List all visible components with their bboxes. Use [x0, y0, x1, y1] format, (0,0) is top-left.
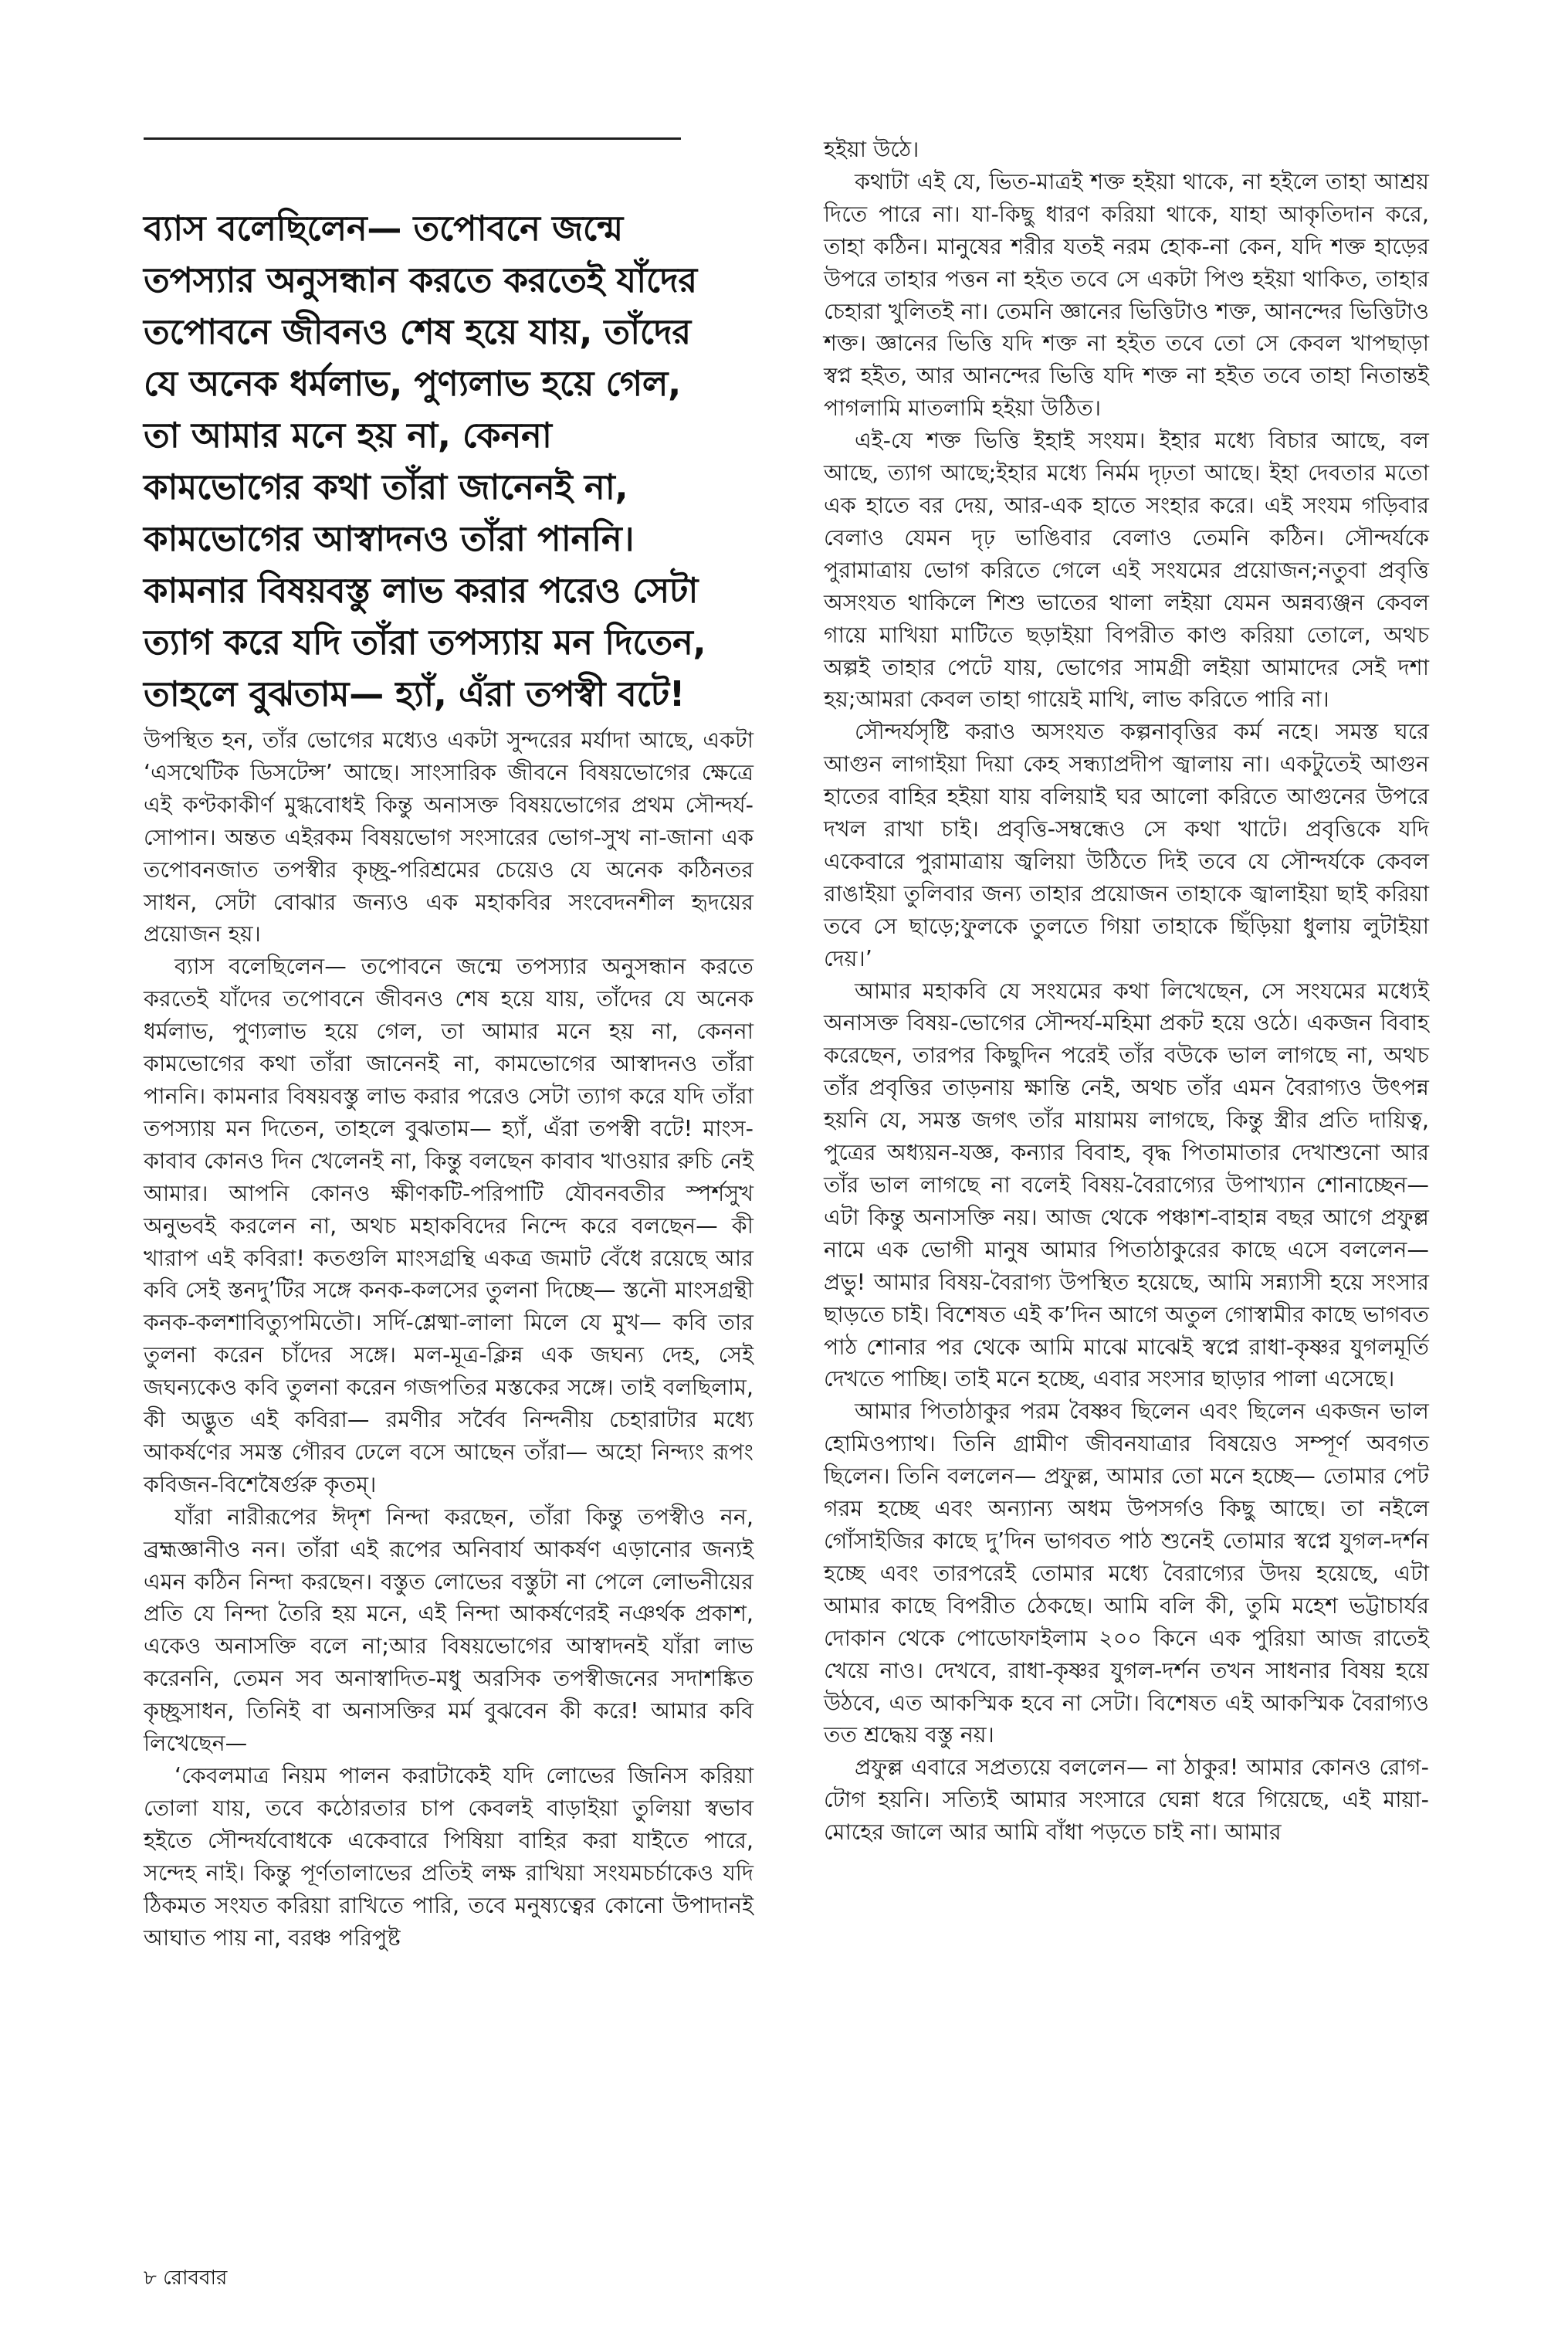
- paragraph: আমার পিতাঠাকুর পরম বৈষ্ণব ছিলেন এবং ছিলেন একজন ভাল হোমিওপ্যাথ। তিনি গ্রামীণ জীবনযাত্রার বিষয়েও সম্পূর্ণ অবগত ছিলেন। তিনি বললেন— প্রফুল্ল, আমার তো মনে হচ্ছে— তোমার পেট গরম হচ্ছে এবং অন্যান্য অধম উপসর্গও কিছু আছে। তা নইলে গোঁসাইজির কাছে দু’দিন ভাগবত পাঠ শুনেই তোমার স্বপ্নে যুগল-দর্শন হচ্ছে এবং তারপরেই তোমার মধ্যে বৈরাগ্যের উদয় হয়েছে, এটা আমার কাছে বিপরীত ঠেকছে। আমি বলি কী, তুমি মহেশ ভট্টাচার্যর দোকান থেকে পোডোফাইলাম ২০০ কিনে এক পুরিয়া আজ রাতেই খেয়ে নাও। দেখবে, রাধা-কৃষ্ণর যুগল-দর্শন তখন সাধনার বিষয় হয়ে উঠবে, এত আকস্মিক হবে না সেটা। বিশেষত এই আকস্মিক বৈরাগ্যও তত শ্রদ্ধেয় বস্তু নয়।: [824, 1398, 1429, 1748]
- pull-quote-rule: [144, 137, 681, 140]
- paragraph: যাঁরা নারীরূপের ঈদৃশ নিন্দা করছেন, তাঁরা কিন্তু তপস্বীও নন, ব্রহ্মজ্ঞানীও নন। তাঁরা এই রূপের অনিবার্য আকর্ষণ এড়ানোর জন্যই এমন কঠিন নিন্দা করছেন। বস্তুত লোভের বস্তুটা না পেলে লোভনীয়ের প্রতি যে নিন্দা তৈরি হয় মনে, এই নিন্দা আকর্ষণেরই নঞর্থক প্রকাশ, একেও অনাসক্তি বলে না;আর বিষয়ভোগের আস্বাদনই যাঁরা লাভ করেননি, তেমন সব অনাস্বাদিত-মধু অরসিক তপস্বীজনের সদাশঙ্কিত কৃচ্ছ্রসাধন, তিনিই বা অনাসক্তির মর্ম বুঝবেন কী করে! আমার কবি লিখেছেন—: [144, 1503, 754, 1757]
- paragraph-quote: ‘কেবলমাত্র নিয়ম পালন করাটাকেই যদি লোভের জিনিস করিয়া তোলা যায়, তবে কঠোরতার চাপ কেবলই বাড়াইয়া তুলিয়া স্বভাব হইতে সৌন্দর্যবোধকে একেবারে পিষিয়া বাহির করা যাইতে পারে, সন্দেহ নাই। কিন্তু পূর্ণতালাভের প্রতিই লক্ষ রাখিয়া সংযমচর্চাকেও যদি ঠিকমত সংযত করিয়া রাখিতে পারি, তবে মনুষ্যত্বের কোনো উপাদানই আঘাত পায় না, বরঞ্চ পরিপুষ্ট: [144, 1762, 754, 1951]
- right-column: [824, 134, 1429, 1849]
- pull-quote: ব্যাস বলেছিলেন— তপোবনে জন্মে তপস্যার অনুসন্ধান করতে করতেই যাঁদের তপোবনে জীবনও শেষ হয়ে যায়, তাঁদের যে অনেক ধর্মলাভ, পুণ্যলাভ হয়ে গেল, তা আমার মনে হয় না, কেননা কামভোগের কথা তাঁরা জানেনই না, কামভোগের আস্বাদনও তাঁরা পাননি। কামনার বিষয়বস্তু লাভ করার পরেও সেটা ত্যাগ করে যদি তাঁরা তপস্যায় মন দিতেন, তাহলে বুঝতাম— হ্যাঁ, এঁরা তপস্বী বটে!: [144, 208, 706, 714]
- page-folio: ৮ রোববার: [144, 2267, 228, 2290]
- paragraph: প্রফুল্ল এবারে সপ্রত্যয়ে বললেন— না ঠাকুর! আমার কোনও রোগ-টোগ হয়নি। সত্যিই আমার সংসারে ঘেন্না ধরে গিয়েছে, এই মায়া-মোহের জালে আর আমি বাঁধা পড়তে চাই না। আমার: [824, 1754, 1429, 1846]
- paragraph: ব্যাস বলেছিলেন— তপোবনে জন্মে তপস্যার অনুসন্ধান করতে করতেই যাঁদের তপোবনে জীবনও শেষ হয়ে যায়, তাঁদের যে অনেক ধর্মলাভ, পুণ্যলাভ হয়ে গেল, তা আমার মনে হয় না, কেননা কামভোগের কথা তাঁরা জানেনই না, কামভোগের আস্বাদনও তাঁরা পাননি। কামনার বিষয়বস্তু লাভ করার পরেও সেটা ত্যাগ করে যদি তাঁরা তপস্যায় মন দিতেন, তাহলে বুঝতাম— হ্যাঁ, এঁরা তপস্বী বটে! মাংস-কাবাব কোনও দিন খেলেনই না, কিন্তু বলছেন কাবাব খাওয়ার রুচি নেই আমার। আপনি কোনও ক্ষীণকটি-পরিপাটি যৌবনবতীর স্পর্শসুখ অনুভবই করলেন না, অথচ মহাকবিদের নিন্দে করে বলছেন— কী খারাপ এই কবিরা! কতগুলি মাংসগ্রন্থি একত্র জমাট বেঁধে রয়েছে আর কবি সেই স্তনদু’টির সঙ্গে কনক-কলসের তুলনা দিচ্ছে— স্তনৌ মাংসগ্রন্থী কনক-কলশাবিত্যুপমিতৌ। সর্দি-শ্লেষ্মা-লালা মিলে যে মুখ— কবি তার তুলনা করেন চাঁদের সঙ্গে। মল-মূত্র-ক্লিন্ন এক জঘন্য দেহ, সেই জঘন্যকেও কবি তুলনা করেন গজপতির মস্তকের সঙ্গে। তাই বলছিলাম, কী অদ্ভুত এই কবিরা— রমণীর সর্বৈব নিন্দনীয় চেহারাটার মধ্যে আকর্ষণের সমস্ত গৌরব ঢেলে বসে আছেন তাঁরা— অহো নিন্দ্যং রূপং কবিজন-বিশেষৈর্গুরু কৃতম্।: [144, 953, 754, 1497]
- paragraph: এই-যে শক্ত ভিত্তি ইহাই সংযম। ইহার মধ্যে বিচার আছে, বল আছে, ত্যাগ আছে;ইহার মধ্যে নির্মম দৃঢ়তা আছে। ইহা দেবতার মতো এক হাতে বর দেয়, আর-এক হাতে সংহার করে। এই সংযম গড়িবার বেলাও যেমন দৃঢ় ভাঙিবার বেলাও তেমনি কঠিন। সৌন্দর্যকে পুরামাত্রায় ভোগ করিতে গেলে এই সংযমের প্রয়োজন;নতুবা প্রবৃত্তি অসংযত থাকিলে শিশু ভাতের থালা লইয়া যেমন অন্নব্যঞ্জন কেবল গায়ে মাখিয়া মাটিতে ছড়াইয়া বিপরীত কাণ্ড করিয়া তোলে, অথচ অল্পই তাহার পেটে যায়, ভোগের সামগ্রী লইয়া আমাদের সেই দশা হয়;আমরা কেবল তাহা গায়েই মাখি, লাভ করিতে পারি না।: [824, 427, 1429, 713]
- paragraph: সৌন্দর্যসৃষ্টি করাও অসংযত কল্পনাবৃত্তির কর্ম নহে। সমস্ত ঘরে আগুন লাগাইয়া দিয়া কেহ সন্ধ্যাপ্রদীপ জ্বালায় না। একটুতেই আগুন হাতের বাহির হইয়া যায় বলিয়াই ঘর আলো করিতে আগুনের উপরে দখল রাখা চাই। প্রবৃত্তি-সম্বন্ধেও সে কথা খাটে। প্রবৃত্তিকে যদি একেবারে পুরামাত্রায় জ্বলিয়া উঠিতে দিই তবে যে সৌন্দর্যকে কেবল রাঙাইয়া তুলিবার জন্য তাহার প্রয়োজন তাহাকে জ্বালাইয়া ছাই করিয়া তবে সে ছাড়ে;ফুলকে তুলতে গিয়া তাহাকে ছিঁড়িয়া ধুলায় লুটাইয়া দেয়।’: [824, 718, 1429, 971]
- paragraph: উপস্থিত হন, তাঁর ভোগের মধ্যেও একটা সুন্দরের মর্যাদা আছে, একটা ‘এসথেটিক ডিসটেন্স’ আছে। সাংসারিক জীবনে বিষয়ভোগের ক্ষেত্রে এই কণ্টকাকীর্ণ মুগ্ধবোধই কিন্তু অনাসক্ত বিষয়ভোগের প্রথম সৌন্দর্য-সোপান। অন্তত এইরকম বিষয়ভোগ সংসারের ভোগ-সুখ না-জানা এক তপোবনজাত তপস্বীর কৃচ্ছ্র-পরিশ্রমের চেয়েও যে অনেক কঠিনতর সাধন, সেটা বোঝার জন্যও এক মহাকবির সংবেদনশীল হৃদয়ের প্রয়োজন হয়।: [144, 727, 754, 948]
- paragraph: হইয়া উঠে।: [824, 136, 919, 162]
- left-column: [144, 724, 754, 1954]
- paragraph: কথাটা এই যে, ভিত-মাত্রই শক্ত হইয়া থাকে, না হইলে তাহা আশ্রয় দিতে পারে না। যা-কিছু ধারণ করিয়া থাকে, যাহা আকৃতিদান করে, তাহা কঠিন। মানুষের শরীর যতই নরম হোক-না কেন, যদি শক্ত হাড়ের উপরে তাহার পত্তন না হইত তবে সে একটা পিণ্ড হইয়া থাকিত, তাহার চেহারা খুলিতই না। তেমনি জ্ঞানের ভিত্তিটাও শক্ত, আনন্দের ভিত্তিটাও শক্ত। জ্ঞানের ভিত্তি যদি শক্ত না হইত তবে তো সে কেবল খাপছাড়া স্বপ্ন হইত, আর আনন্দের ভিত্তি যদি শক্ত না হইত তবে তাহা নিতান্তই পাগলামি মাতলামি হইয়া উঠিত।: [824, 168, 1429, 422]
- paragraph: আমার মহাকবি যে সংযমের কথা লিখেছেন, সে সংযমের মধ্যেই অনাসক্ত বিষয়-ভোগের সৌন্দর্য-মহিমা প্রকট হয়ে ওঠে। একজন বিবাহ করেছেন, তারপর কিছুদিন পরেই তাঁর বউকে ভাল লাগছে না, অথচ তাঁর প্রবৃত্তির তাড়নায় ক্ষান্তি নেই, অথচ তাঁর এমন বৈরাগ্যও উৎপন্ন হয়নি যে, সমস্ত জগৎ তাঁর মায়াময় লাগছে, কিন্তু স্ত্রীর প্রতি দায়িত্ব, পুত্রের অধ্যয়ন-যজ্ঞ, কন্যার বিবাহ, বৃদ্ধ পিতামাতার দেখাশুনো আর তাঁর ভাল লাগছে না বলেই বিষয়-বৈরাগ্যের উপাখ্যান শোনাচ্ছেন— এটা কিন্তু অনাসক্তি নয়। আজ থেকে পঞ্চাশ-বাহান্ন বছর আগে প্রফুল্ল নামে এক ভোগী মানুষ আমার পিতাঠাকুরের কাছে এসে বললেন— প্রভু! আমার বিষয়-বৈরাগ্য উপস্থিত হয়েছে, আমি সন্ন্যাসী হয়ে সংসার ছাড়তে চাই। বিশেষত এই ক’দিন আগে অতুল গোস্বামীর কাছে ভাগবত পাঠ শোনার পর থেকে আমি মাঝে মাঝেই স্বপ্নে রাধা-কৃষ্ণর যুগলমূর্তি দেখতে পাচ্ছি। তাই মনে হচ্ছে, এবার সংসার ছাড়ার পালা এসেছে।: [824, 977, 1429, 1392]
